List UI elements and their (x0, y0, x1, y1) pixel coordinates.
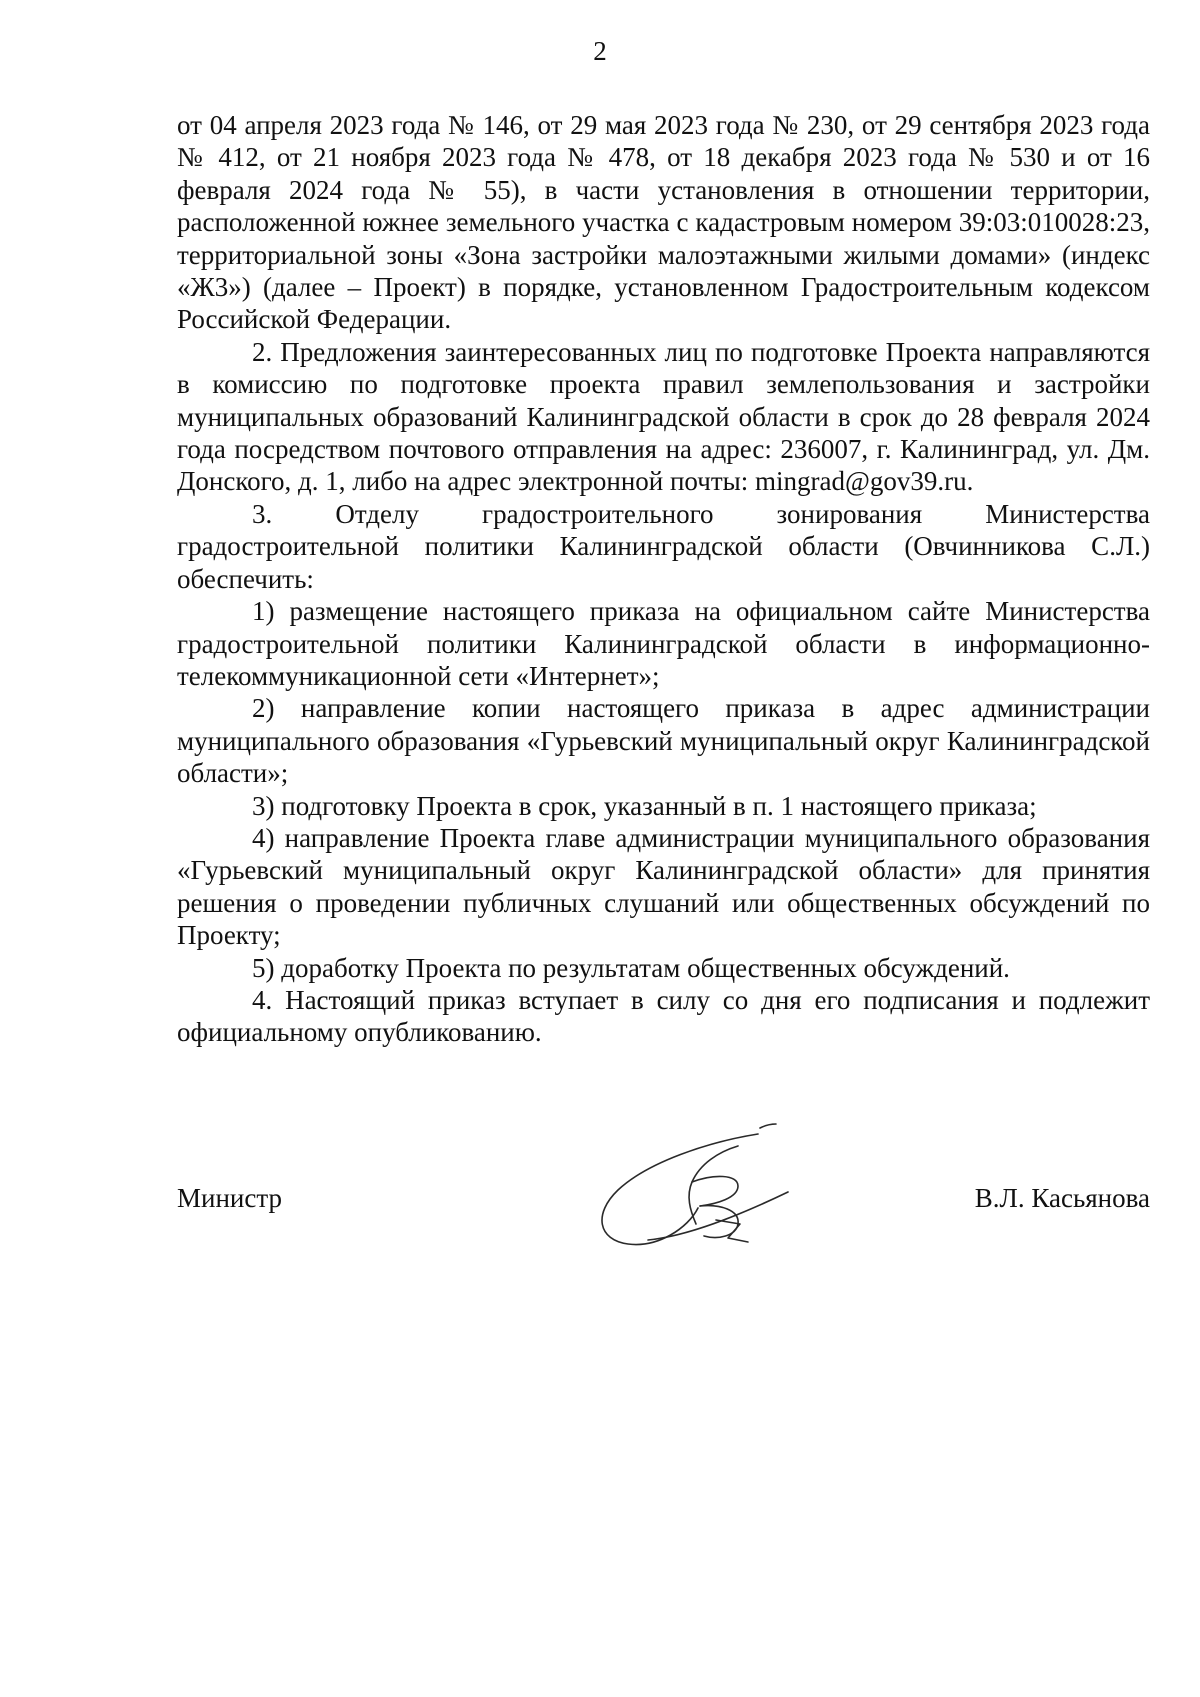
document-body (177, 109, 1150, 1049)
subitem-3: 3) подготовку Проекта в срок, указанный в п. 1 настоящего приказа; (252, 790, 1037, 821)
signatory-name: В.Л. Касьянова (974, 1183, 1150, 1213)
subitem-1: 1) размещение настоящего приказа на официальном сайте Министерства градостроительной политики Калининградской области в информационно-телекоммуникационной сети «Интернет»; (177, 596, 1150, 691)
paragraph-item-4: 4. Настоящий приказ вступает в силу со дня его подписания и подлежит официальному опубликованию. (177, 984, 1150, 1048)
subitem-2: 2) направление копии настоящего приказа в адрес администрации муниципального образования «Гурьевский муниципальный округ Калининградской области»; (177, 693, 1150, 789)
signature-row (177, 1182, 1150, 1222)
page-number: 2 (593, 36, 607, 66)
signatory-title: Министр (177, 1183, 282, 1213)
paragraph-item-3: 3. Отделу градостроительного зонирования Министерства градостроительной политики Калининградской области (Овчинникова С.Л.) обеспечить: (177, 498, 1150, 594)
subitem-4: 4) направление Проекта главе администрации муниципального образования «Гурьевский муниципальный округ Калининградской области» для принятия решения о проведении публичных слушаний или общественных обсуждений по Проекту; (177, 822, 1150, 951)
paragraph-continuation: от 04 апреля 2023 года № 146, от 29 мая 2023 года № 230, от 29 сентября 2023 года № 412, от 21 ноября 2023 года № 478, от 18 декабря 2023 года № 530 и от 16 февраля 2024 года № 55), в части установления в отношении территории, расположенной южнее земельного участка с кадастровым номером 39:03:010028:23, территориальной зоны «Зона застройки малоэтажными жилыми домами» (индекс «Ж3») (далее – Проект) в порядке, установленном Градостроительным кодексом Российской Федерации. (177, 110, 1150, 335)
subitem-5: 5) доработку Проекта по результатам общественных обсуждений. (252, 952, 1010, 983)
paragraph-item-2: 2. Предложения заинтересованных лиц по подготовке Проекта направляются в комиссию по подготовке проекта правил землепользования и застройки муниципальных образований Калининградской области в срок до 28 февраля 2024 года посредством почтового отправления на адрес: 236007, г. Калининград, ул. Дм. Донского, д. 1, либо на адрес электронной почты: mingrad@gov39.ru. (177, 336, 1150, 497)
